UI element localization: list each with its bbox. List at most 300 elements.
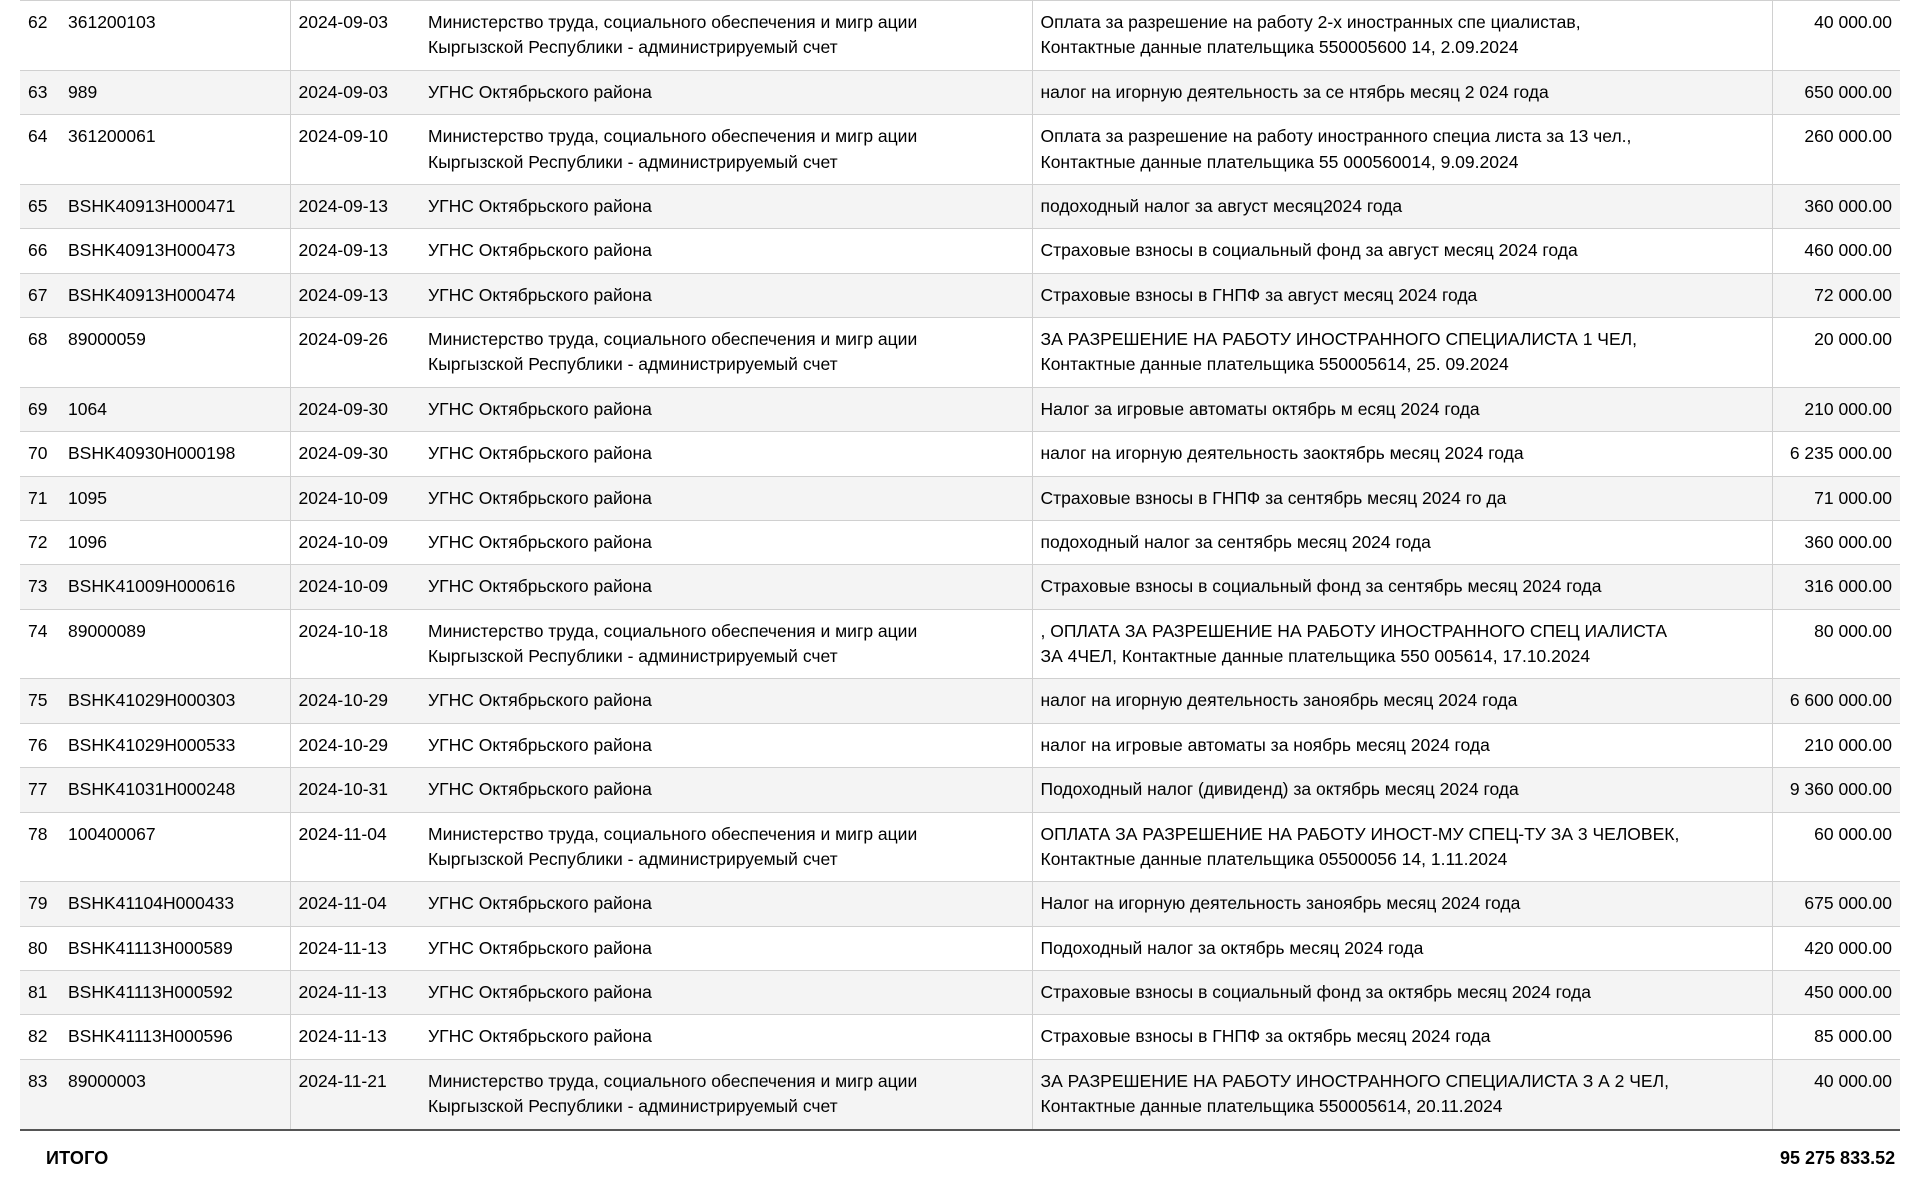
cell-row-number-line: 74 xyxy=(28,620,48,641)
cell-amount-line: 420 000.00 xyxy=(1804,937,1892,958)
cell-date xyxy=(290,679,420,723)
cell-purpose-line: Страховые взносы в ГНПФ за сентябрь месяц 2024 го да xyxy=(1040,487,1507,508)
cell-amount xyxy=(1772,70,1900,114)
cell-purpose xyxy=(1032,318,1772,388)
cell-purpose xyxy=(1032,679,1772,723)
cell-row-number xyxy=(20,971,60,1015)
cell-document-line: 361200103 xyxy=(68,12,156,32)
cell-amount xyxy=(1772,318,1900,388)
cell-document-line: 89000059 xyxy=(68,329,146,349)
cell-organization-line: УГНС Октябрьского района xyxy=(428,690,652,711)
cell-row-number-line: 70 xyxy=(28,443,48,464)
cell-purpose xyxy=(1032,229,1772,273)
cell-amount xyxy=(1772,229,1900,273)
cell-date-line: 2024-11-13 xyxy=(298,937,387,958)
table-row xyxy=(20,723,1900,767)
table-row xyxy=(20,520,1900,564)
cell-document xyxy=(60,184,290,228)
cell-date-line: 2024-10-29 xyxy=(298,734,389,755)
cell-date-line: 2024-09-13 xyxy=(298,240,389,261)
cell-date-line: 2024-11-04 xyxy=(298,893,387,914)
cell-organization-line: УГНС Октябрьского района xyxy=(428,240,652,261)
cell-amount xyxy=(1772,679,1900,723)
cell-organization-line: Кыргызской Республики - администрируемый счет xyxy=(428,354,838,375)
cell-date-line: 2024-09-03 xyxy=(298,81,389,102)
cell-date xyxy=(290,1,420,71)
cell-organization-line: УГНС Октябрьского района xyxy=(428,195,652,216)
cell-purpose-line: Контактные данные плательщика 05500056 14, 1.11.2024 xyxy=(1040,848,1508,869)
cell-document-line: BSHK41104H000433 xyxy=(68,893,235,914)
cell-organization xyxy=(420,229,1032,273)
cell-document xyxy=(60,723,290,767)
cell-amount-line: 316 000.00 xyxy=(1804,576,1892,597)
cell-organization-line: Кыргызской Республики - администрируемый счет xyxy=(428,151,838,172)
cell-document xyxy=(60,1015,290,1059)
cell-purpose-line: подоходный налог за сентябрь месяц 2024 года xyxy=(1040,531,1431,552)
cell-document-line: 89000003 xyxy=(68,1070,146,1091)
cell-document xyxy=(60,115,290,185)
cell-amount xyxy=(1772,565,1900,609)
cell-amount xyxy=(1772,609,1900,679)
cell-document xyxy=(60,318,290,388)
cell-amount xyxy=(1772,1015,1900,1059)
table-row xyxy=(20,926,1900,970)
cell-organization xyxy=(420,115,1032,185)
cell-amount xyxy=(1772,273,1900,317)
cell-document-line: BSHK41113H000592 xyxy=(68,982,233,1002)
cell-amount xyxy=(1772,520,1900,564)
cell-row-number-line: 72 xyxy=(28,531,48,552)
cell-organization xyxy=(420,1059,1032,1129)
cell-document xyxy=(60,476,290,520)
table-row xyxy=(20,609,1900,679)
cell-row-number xyxy=(20,1059,60,1129)
cell-organization xyxy=(420,273,1032,317)
cell-date-line: 2024-10-09 xyxy=(298,576,389,597)
cell-date xyxy=(290,115,420,185)
cell-document-line: 1096 xyxy=(68,531,107,552)
cell-document xyxy=(60,1059,290,1129)
cell-row-number xyxy=(20,273,60,317)
cell-document xyxy=(60,229,290,273)
cell-row-number-line: 67 xyxy=(28,284,48,305)
cell-purpose xyxy=(1032,812,1772,882)
cell-amount-line: 360 000.00 xyxy=(1804,531,1892,552)
cell-organization xyxy=(420,520,1032,564)
cell-date xyxy=(290,812,420,882)
cell-amount-line: 71 000.00 xyxy=(1814,487,1892,508)
cell-row-number-line: 81 xyxy=(28,982,48,1002)
payments-table xyxy=(20,0,1900,1185)
table-row xyxy=(20,184,1900,228)
cell-purpose xyxy=(1032,115,1772,185)
cell-date xyxy=(290,432,420,476)
cell-purpose xyxy=(1032,520,1772,564)
cell-row-number xyxy=(20,926,60,970)
cell-organization-line: Кыргызской Республики - администрируемый счет xyxy=(428,646,838,666)
cell-purpose-line: Контактные данные плательщика 550005600 14, 2.09.2024 xyxy=(1040,37,1519,58)
cell-date-line: 2024-09-13 xyxy=(298,284,389,305)
cell-amount-line: 60 000.00 xyxy=(1814,823,1892,844)
cell-row-number-line: 75 xyxy=(28,690,48,711)
cell-amount-line: 675 000.00 xyxy=(1804,893,1892,914)
cell-date xyxy=(290,1015,420,1059)
cell-date xyxy=(290,184,420,228)
cell-organization-line: УГНС Октябрьского района xyxy=(428,779,652,800)
cell-date xyxy=(290,882,420,926)
cell-amount-line: 72 000.00 xyxy=(1814,284,1892,305)
cell-row-number xyxy=(20,115,60,185)
cell-amount-line: 85 000.00 xyxy=(1814,1026,1892,1047)
cell-amount xyxy=(1772,184,1900,228)
cell-document-line: 100400067 xyxy=(68,823,156,844)
cell-document xyxy=(60,273,290,317)
cell-amount-line: 450 000.00 xyxy=(1804,982,1892,1002)
cell-organization xyxy=(420,70,1032,114)
total-amount: 95 275 833.52 xyxy=(1772,1130,1900,1185)
cell-date xyxy=(290,926,420,970)
cell-row-number xyxy=(20,229,60,273)
table-row xyxy=(20,882,1900,926)
cell-row-number xyxy=(20,1015,60,1059)
cell-date xyxy=(290,476,420,520)
cell-purpose-line: ЗА 4ЧЕЛ, Контактные данные плательщика 550 005614, 17.10.2024 xyxy=(1040,646,1591,666)
cell-date xyxy=(290,520,420,564)
cell-amount-line: 460 000.00 xyxy=(1804,240,1892,261)
cell-date-line: 2024-10-09 xyxy=(298,487,389,508)
table-row xyxy=(20,273,1900,317)
cell-amount-line: 210 000.00 xyxy=(1804,398,1892,419)
cell-purpose-line: Подоходный налог (дивиденд) за октябрь месяц 2024 года xyxy=(1040,779,1519,800)
cell-date-line: 2024-10-18 xyxy=(298,620,389,641)
cell-row-number xyxy=(20,184,60,228)
cell-document-line: 989 xyxy=(68,81,98,102)
cell-row-number-line: 79 xyxy=(28,893,48,914)
cell-organization-line: УГНС Октябрьского района xyxy=(428,734,652,755)
cell-purpose xyxy=(1032,273,1772,317)
cell-document xyxy=(60,565,290,609)
cell-row-number-line: 82 xyxy=(28,1026,48,1047)
cell-purpose-line: Страховые взносы в ГНПФ за август месяц 2024 года xyxy=(1040,284,1478,305)
cell-organization-line: УГНС Октябрьского района xyxy=(428,443,652,464)
cell-organization xyxy=(420,184,1032,228)
cell-row-number-line: 78 xyxy=(28,823,48,844)
cell-organization-line: УГНС Октябрьского района xyxy=(428,487,652,508)
cell-row-number xyxy=(20,679,60,723)
cell-purpose-line: Страховые взносы в социальный фонд за август месяц 2024 года xyxy=(1040,240,1578,261)
cell-document xyxy=(60,812,290,882)
cell-organization-line: УГНС Октябрьского района xyxy=(428,893,652,914)
cell-date xyxy=(290,609,420,679)
cell-document xyxy=(60,70,290,114)
cell-row-number-line: 69 xyxy=(28,398,48,419)
cell-row-number xyxy=(20,565,60,609)
cell-row-number xyxy=(20,520,60,564)
cell-organization-line: УГНС Октябрьского района xyxy=(428,937,652,958)
cell-organization-line: УГНС Октябрьского района xyxy=(428,576,652,597)
cell-purpose xyxy=(1032,432,1772,476)
cell-document-line: 1095 xyxy=(68,487,107,508)
cell-purpose xyxy=(1032,1015,1772,1059)
cell-purpose-line: Страховые взносы в социальный фонд за октябрь месяц 2024 года xyxy=(1040,982,1591,1002)
cell-document xyxy=(60,520,290,564)
table-row xyxy=(20,115,1900,185)
table-row xyxy=(20,1059,1900,1129)
cell-organization xyxy=(420,926,1032,970)
cell-organization-line: Министерство труда, социального обеспечения и мигр ации xyxy=(428,823,918,844)
cell-row-number xyxy=(20,1,60,71)
cell-document-line: BSHK40930H000198 xyxy=(68,443,236,464)
cell-document-line: BSHK40913H000474 xyxy=(68,284,236,305)
table-row xyxy=(20,679,1900,723)
total-label: ИТОГО xyxy=(20,1130,1772,1185)
cell-organization xyxy=(420,882,1032,926)
cell-date xyxy=(290,768,420,812)
cell-row-number xyxy=(20,387,60,431)
table-body xyxy=(20,1,1900,1185)
cell-purpose-line: ОПЛАТА ЗА РАЗРЕШЕНИЕ НА РАБОТУ ИНОСТ-МУ СПЕЦ-ТУ ЗА 3 ЧЕЛОВЕК, xyxy=(1040,823,1680,844)
cell-purpose-line: Контактные данные плательщика 550005614, 25. 09.2024 xyxy=(1040,354,1509,375)
table-row xyxy=(20,971,1900,1015)
cell-purpose xyxy=(1032,1059,1772,1129)
cell-amount-line: 210 000.00 xyxy=(1804,734,1892,755)
table-row xyxy=(20,768,1900,812)
cell-organization xyxy=(420,679,1032,723)
cell-document-line: 1064 xyxy=(68,398,107,419)
cell-row-number-line: 76 xyxy=(28,734,48,755)
cell-amount xyxy=(1772,768,1900,812)
cell-row-number-line: 62 xyxy=(28,12,48,32)
cell-date-line: 2024-11-04 xyxy=(298,823,387,844)
cell-purpose xyxy=(1032,476,1772,520)
cell-organization xyxy=(420,768,1032,812)
cell-date-line: 2024-09-30 xyxy=(298,398,389,419)
cell-date-line: 2024-09-30 xyxy=(298,443,389,464)
cell-document-line: BSHK41009H000616 xyxy=(68,576,236,597)
cell-date-line: 2024-11-13 xyxy=(298,982,387,1002)
cell-document xyxy=(60,971,290,1015)
cell-document xyxy=(60,609,290,679)
cell-row-number-line: 77 xyxy=(28,779,48,800)
cell-organization-line: Кыргызской Республики - администрируемый счет xyxy=(428,1096,838,1117)
cell-document xyxy=(60,387,290,431)
cell-date-line: 2024-10-09 xyxy=(298,531,389,552)
cell-date-line: 2024-09-03 xyxy=(298,12,389,32)
cell-organization xyxy=(420,971,1032,1015)
cell-document-line: BSHK41113H000589 xyxy=(68,937,233,958)
cell-date xyxy=(290,229,420,273)
cell-purpose-line: ЗА РАЗРЕШЕНИЕ НА РАБОТУ ИНОСТРАННОГО СПЕЦИАЛИСТА З А 2 ЧЕЛ, xyxy=(1040,1070,1669,1091)
cell-row-number xyxy=(20,768,60,812)
cell-organization-line: УГНС Октябрьского района xyxy=(428,1026,652,1047)
table-row xyxy=(20,432,1900,476)
cell-document-line: BSHK40913H000473 xyxy=(68,240,236,261)
cell-purpose-line: , ОПЛАТА ЗА РАЗРЕШЕНИЕ НА РАБОТУ ИНОСТРАННОГО СПЕЦ ИАЛИСТА xyxy=(1040,620,1668,641)
cell-purpose xyxy=(1032,971,1772,1015)
cell-document-line: BSHK41029H000303 xyxy=(68,690,236,711)
cell-document-line: 361200061 xyxy=(68,126,156,147)
cell-organization-line: Кыргызской Республики - администрируемый счет xyxy=(428,848,838,869)
cell-date xyxy=(290,971,420,1015)
cell-organization xyxy=(420,1,1032,71)
cell-date-line: 2024-11-13 xyxy=(298,1026,387,1047)
cell-amount xyxy=(1772,387,1900,431)
cell-document xyxy=(60,882,290,926)
cell-organization xyxy=(420,318,1032,388)
cell-document xyxy=(60,768,290,812)
cell-amount xyxy=(1772,432,1900,476)
cell-amount-line: 260 000.00 xyxy=(1804,126,1892,147)
cell-organization xyxy=(420,1015,1032,1059)
cell-document-line: 89000089 xyxy=(68,620,146,641)
cell-amount-line: 40 000.00 xyxy=(1814,1070,1892,1091)
cell-purpose xyxy=(1032,70,1772,114)
cell-purpose xyxy=(1032,882,1772,926)
cell-purpose-line: Налог за игровые автоматы октябрь м есяц 2024 года xyxy=(1040,398,1480,419)
cell-organization-line: УГНС Октябрьского района xyxy=(428,81,652,102)
cell-amount xyxy=(1772,971,1900,1015)
cell-amount-line: 20 000.00 xyxy=(1814,329,1892,349)
cell-purpose xyxy=(1032,723,1772,767)
cell-row-number-line: 80 xyxy=(28,937,48,958)
cell-purpose xyxy=(1032,565,1772,609)
cell-purpose-line: Налог на игорную деятельность заноябрь месяц 2024 года xyxy=(1040,893,1521,914)
cell-amount xyxy=(1772,812,1900,882)
cell-organization xyxy=(420,812,1032,882)
cell-purpose-line: Оплата за разрешение на работу 2-х иностранных спе циалистав, xyxy=(1040,12,1581,32)
cell-row-number xyxy=(20,812,60,882)
cell-amount xyxy=(1772,115,1900,185)
cell-organization-line: Министерство труда, социального обеспечения и мигр ации xyxy=(428,12,918,32)
cell-purpose-line: Контактные данные плательщика 550005614, 20.11.2024 xyxy=(1040,1096,1503,1117)
cell-document-line: BSHK41029H000533 xyxy=(68,734,236,755)
cell-purpose-line: налог на игорную деятельность заноябрь месяц 2024 года xyxy=(1040,690,1518,711)
cell-purpose-line: налог на игорную деятельность заоктябрь месяц 2024 года xyxy=(1040,443,1524,464)
cell-organization xyxy=(420,432,1032,476)
table-row xyxy=(20,387,1900,431)
cell-date xyxy=(290,565,420,609)
cell-row-number-line: 71 xyxy=(28,487,48,508)
cell-row-number xyxy=(20,882,60,926)
cell-row-number-line: 63 xyxy=(28,81,48,102)
cell-date xyxy=(290,70,420,114)
cell-amount xyxy=(1772,1,1900,71)
cell-row-number xyxy=(20,318,60,388)
table-row xyxy=(20,812,1900,882)
cell-purpose-line: Страховые взносы в социальный фонд за сентябрь месяц 2024 года xyxy=(1040,576,1602,597)
cell-amount xyxy=(1772,926,1900,970)
cell-amount-line: 650 000.00 xyxy=(1804,81,1892,102)
cell-date xyxy=(290,1059,420,1129)
cell-document xyxy=(60,1,290,71)
cell-organization xyxy=(420,723,1032,767)
cell-document xyxy=(60,432,290,476)
cell-date xyxy=(290,723,420,767)
cell-purpose xyxy=(1032,387,1772,431)
total-row xyxy=(20,1130,1900,1185)
cell-purpose xyxy=(1032,184,1772,228)
cell-amount-line: 9 360 000.00 xyxy=(1789,779,1892,800)
cell-purpose xyxy=(1032,609,1772,679)
cell-date-line: 2024-10-31 xyxy=(298,779,389,800)
table-row xyxy=(20,70,1900,114)
cell-date xyxy=(290,273,420,317)
cell-amount-line: 6 235 000.00 xyxy=(1789,443,1892,464)
cell-document-line: BSHK41031H000248 xyxy=(68,779,236,800)
cell-row-number xyxy=(20,609,60,679)
cell-row-number xyxy=(20,476,60,520)
cell-amount-line: 360 000.00 xyxy=(1804,195,1892,216)
cell-row-number-line: 64 xyxy=(28,126,48,147)
cell-organization-line: Министерство труда, социального обеспечения и мигр ации xyxy=(428,329,918,349)
cell-organization-line: УГНС Октябрьского района xyxy=(428,398,652,419)
cell-row-number xyxy=(20,432,60,476)
cell-amount-line: 6 600 000.00 xyxy=(1789,690,1892,711)
cell-organization-line: Министерство труда, социального обеспечения и мигр ации xyxy=(428,126,918,147)
table-row xyxy=(20,229,1900,273)
cell-purpose-line: Контактные данные плательщика 55 000560014, 9.09.2024 xyxy=(1040,151,1519,172)
cell-organization-line: Министерство труда, социального обеспечения и мигр ации xyxy=(428,620,918,641)
cell-row-number xyxy=(20,723,60,767)
cell-row-number-line: 65 xyxy=(28,195,48,216)
cell-organization xyxy=(420,609,1032,679)
cell-organization xyxy=(420,565,1032,609)
cell-organization-line: УГНС Октябрьского района xyxy=(428,531,652,552)
cell-row-number-line: 68 xyxy=(28,329,48,349)
cell-purpose xyxy=(1032,768,1772,812)
cell-organization xyxy=(420,387,1032,431)
cell-purpose-line: Подоходный налог за октябрь месяц 2024 года xyxy=(1040,937,1424,958)
cell-purpose-line: Оплата за разрешение на работу иностранного специа листа за 13 чел., xyxy=(1040,126,1632,147)
table-row xyxy=(20,1015,1900,1059)
cell-date-line: 2024-10-29 xyxy=(298,690,389,711)
cell-organization-line: Министерство труда, социального обеспечения и мигр ации xyxy=(428,1070,918,1091)
cell-date-line: 2024-09-26 xyxy=(298,329,389,349)
cell-date-line: 2024-09-13 xyxy=(298,195,389,216)
cell-date-line: 2024-09-10 xyxy=(298,126,389,147)
cell-row-number-line: 83 xyxy=(28,1070,48,1091)
cell-organization-line: УГНС Октябрьского района xyxy=(428,284,652,305)
cell-purpose xyxy=(1032,926,1772,970)
cell-date-line: 2024-11-21 xyxy=(298,1070,387,1091)
cell-document-line: BSHK40913H000471 xyxy=(68,195,236,216)
cell-amount xyxy=(1772,723,1900,767)
cell-document xyxy=(60,679,290,723)
cell-row-number xyxy=(20,70,60,114)
cell-purpose-line: налог на игровые автоматы за ноябрь месяц 2024 года xyxy=(1040,734,1490,755)
table-row xyxy=(20,1,1900,71)
cell-document xyxy=(60,926,290,970)
cell-organization-line: Кыргызской Республики - администрируемый счет xyxy=(428,37,838,58)
cell-organization xyxy=(420,476,1032,520)
cell-purpose-line: налог на игорную деятельность за се нтябрь месяц 2 024 года xyxy=(1040,81,1549,102)
table-row xyxy=(20,565,1900,609)
cell-purpose-line: подоходный налог за август месяц2024 года xyxy=(1040,195,1403,216)
cell-document-line: BSHK41113H000596 xyxy=(68,1026,233,1047)
cell-date xyxy=(290,318,420,388)
cell-date xyxy=(290,387,420,431)
cell-row-number-line: 73 xyxy=(28,576,48,597)
cell-amount xyxy=(1772,1059,1900,1129)
cell-purpose xyxy=(1032,1,1772,71)
cell-amount xyxy=(1772,882,1900,926)
cell-organization-line: УГНС Октябрьского района xyxy=(428,982,652,1002)
table-row xyxy=(20,318,1900,388)
cell-row-number-line: 66 xyxy=(28,240,48,261)
cell-amount-line: 40 000.00 xyxy=(1814,12,1892,32)
cell-purpose-line: ЗА РАЗРЕШЕНИЕ НА РАБОТУ ИНОСТРАННОГО СПЕЦИАЛИСТА 1 ЧЕЛ, xyxy=(1040,329,1637,349)
cell-amount-line: 80 000.00 xyxy=(1814,620,1892,641)
